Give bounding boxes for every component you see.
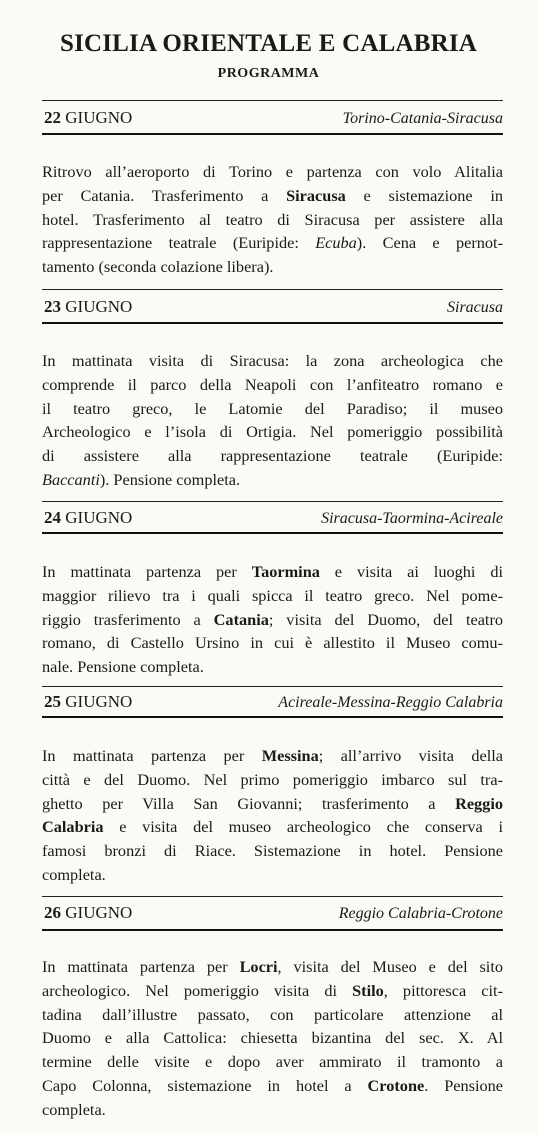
text-segment: il teatro greco, le Latomie del Paradiso; il museo [42, 398, 503, 418]
day-description [42, 955, 503, 1122]
day-header [42, 508, 503, 534]
day-header [42, 297, 503, 323]
day-date [44, 297, 132, 317]
text-line [42, 208, 503, 232]
place-name: Taormina [251, 562, 320, 581]
day-section [42, 903, 503, 1122]
text-line [42, 1050, 503, 1074]
text-line [42, 815, 503, 839]
day-section [42, 297, 503, 492]
divider [42, 896, 503, 897]
day-description [42, 349, 503, 492]
text-segment: rappresentazione teatrale (Euripide: [42, 233, 316, 253]
text-segment: Duomo e alla Cattolica: chiesetta bizantina del sec. X. Al [42, 1028, 503, 1048]
day-header [42, 692, 503, 718]
day-date [44, 108, 132, 128]
divider [42, 501, 503, 502]
text-segment: e visita del museo archeologico che conserva i [103, 817, 503, 837]
text-line [42, 420, 503, 444]
text-line [42, 863, 503, 887]
day-section [42, 508, 503, 679]
text-segment: ). Cena e pernot- [356, 233, 503, 253]
play-title: Ecuba [315, 233, 357, 253]
text-segment: tadina dall’illustre passato, con particolare attenzione al [42, 1004, 503, 1024]
day-number: 26 [44, 903, 61, 922]
day-route: Siracusa [447, 299, 503, 316]
text-segment: Capo Colonna, sistemazione in hotel a [42, 1075, 368, 1095]
text-line [42, 608, 503, 632]
text-line [42, 184, 503, 208]
text-segment: riggio trasferimento a [42, 609, 214, 629]
text-segment: ghetto per Villa San Giovanni; trasferimento a [42, 793, 456, 813]
place-name: Siracusa [286, 185, 346, 205]
day-month: GIUGNO [65, 508, 133, 527]
text-segment: In mattinata partenza per [42, 562, 252, 581]
text-segment: , pittoresca cit- [383, 980, 503, 1000]
page-title: SICILIA ORIENTALE E CALABRIA [59, 30, 478, 57]
text-segment: di assistere alla rappresentazione teatrale (Euripide: [42, 446, 503, 466]
text-segment: Archeologico e l’isola di Ortigia. Nel pomeriggio possibilità [42, 422, 503, 442]
text-line [42, 955, 503, 979]
divider [42, 686, 503, 687]
text-line [42, 1026, 503, 1050]
place-name: Reggio [455, 793, 503, 813]
place-name: Crotone [367, 1075, 425, 1095]
text-segment: Ritrovo all’aeroporto di Torino e partenza con volo Alitalia [42, 162, 503, 181]
text-line [42, 839, 503, 863]
text-segment: e visita ai luoghi di [319, 562, 504, 581]
day-header [42, 108, 503, 134]
text-segment: termine delle visite e dopo aver ammirato il tramonto a [42, 1052, 503, 1072]
text-line [42, 373, 503, 397]
text-line [42, 231, 503, 255]
text-line [42, 768, 503, 792]
text-line [42, 1003, 503, 1027]
text-line [42, 444, 503, 468]
text-segment: maggior rilievo tra i quali spicca il teatro greco. Nel pome- [42, 585, 503, 605]
page-subtitle: PROGRAMMA [217, 66, 320, 81]
text-line [42, 468, 503, 492]
day-description [42, 160, 503, 279]
day-description [42, 744, 503, 887]
text-line [42, 1098, 503, 1122]
day-description [42, 560, 503, 679]
text-line [42, 979, 503, 1003]
day-route: Torino-Catania-Siracusa [342, 110, 503, 127]
day-number: 22 [44, 108, 61, 127]
day-route: Acireale-Messina-Reggio Calabria [278, 694, 503, 711]
text-segment: famosi bronzi di Riace. Sistemazione in hotel. Pensione [42, 841, 503, 861]
day-route: Siracusa-Taormina-Acireale [321, 510, 503, 527]
place-name: Locri [239, 957, 278, 976]
text-line [42, 397, 503, 421]
day-header [42, 903, 503, 929]
text-segment: completa. [42, 864, 106, 884]
text-line [42, 631, 503, 655]
divider [42, 100, 503, 101]
day-month: GIUGNO [65, 692, 133, 711]
text-line [42, 349, 503, 373]
place-name: Stilo [352, 980, 384, 1000]
text-segment: archeologico. Nel pomeriggio visita di [42, 980, 353, 1000]
text-segment: ; visita del Duomo, del teatro [268, 609, 504, 629]
play-title: Baccanti [42, 469, 100, 489]
text-segment: e sistemazione in [345, 185, 503, 205]
text-segment: ; all’arrivo visita della [318, 746, 504, 765]
divider [42, 289, 503, 290]
text-segment: città e del Duomo. Nel primo pomeriggio imbarco sul tra- [42, 769, 503, 789]
text-line [42, 1074, 503, 1098]
place-name: Catania [213, 609, 269, 629]
day-route: Reggio Calabria-Crotone [338, 905, 503, 922]
text-segment: ). Pensione completa. [99, 469, 241, 489]
day-section [42, 108, 503, 279]
text-segment: hotel. Trasferimento al teatro di Siracusa per assistere alla [42, 209, 503, 229]
place-name: Messina [261, 746, 319, 765]
text-segment: per Catania. Trasferimento a [42, 185, 287, 205]
text-segment: nale. Pensione completa. [42, 657, 204, 677]
text-line [42, 584, 503, 608]
day-section [42, 692, 503, 887]
text-line [42, 160, 503, 184]
place-name: Calabria [42, 817, 104, 837]
text-segment: In mattinata partenza per [42, 746, 262, 765]
text-line [42, 255, 503, 279]
day-number: 25 [44, 692, 61, 711]
text-segment: In mattinata partenza per [42, 957, 240, 976]
text-line [42, 655, 503, 679]
day-date [44, 508, 132, 528]
text-line [42, 744, 503, 768]
text-segment: . Pensione [424, 1075, 503, 1095]
day-month: GIUGNO [65, 108, 133, 127]
text-line [42, 560, 503, 584]
day-number: 24 [44, 508, 61, 527]
text-segment: completa. [42, 1099, 106, 1119]
text-segment: romano, di Castello Ursino in cui è allestito il Museo comu- [42, 633, 503, 653]
text-segment: tamento (seconda colazione libera). [42, 257, 274, 277]
day-date [44, 903, 132, 923]
day-number: 23 [44, 297, 61, 316]
text-segment: , visita del Museo e del sito [277, 957, 503, 976]
day-date [44, 692, 132, 712]
day-month: GIUGNO [65, 297, 133, 316]
text-line [42, 792, 503, 816]
day-month: GIUGNO [65, 903, 133, 922]
text-segment: In mattinata visita di Siracusa: la zona archeologica che [42, 351, 503, 370]
text-segment: comprende il parco della Neapoli con l’anfiteatro romano e [42, 374, 503, 394]
